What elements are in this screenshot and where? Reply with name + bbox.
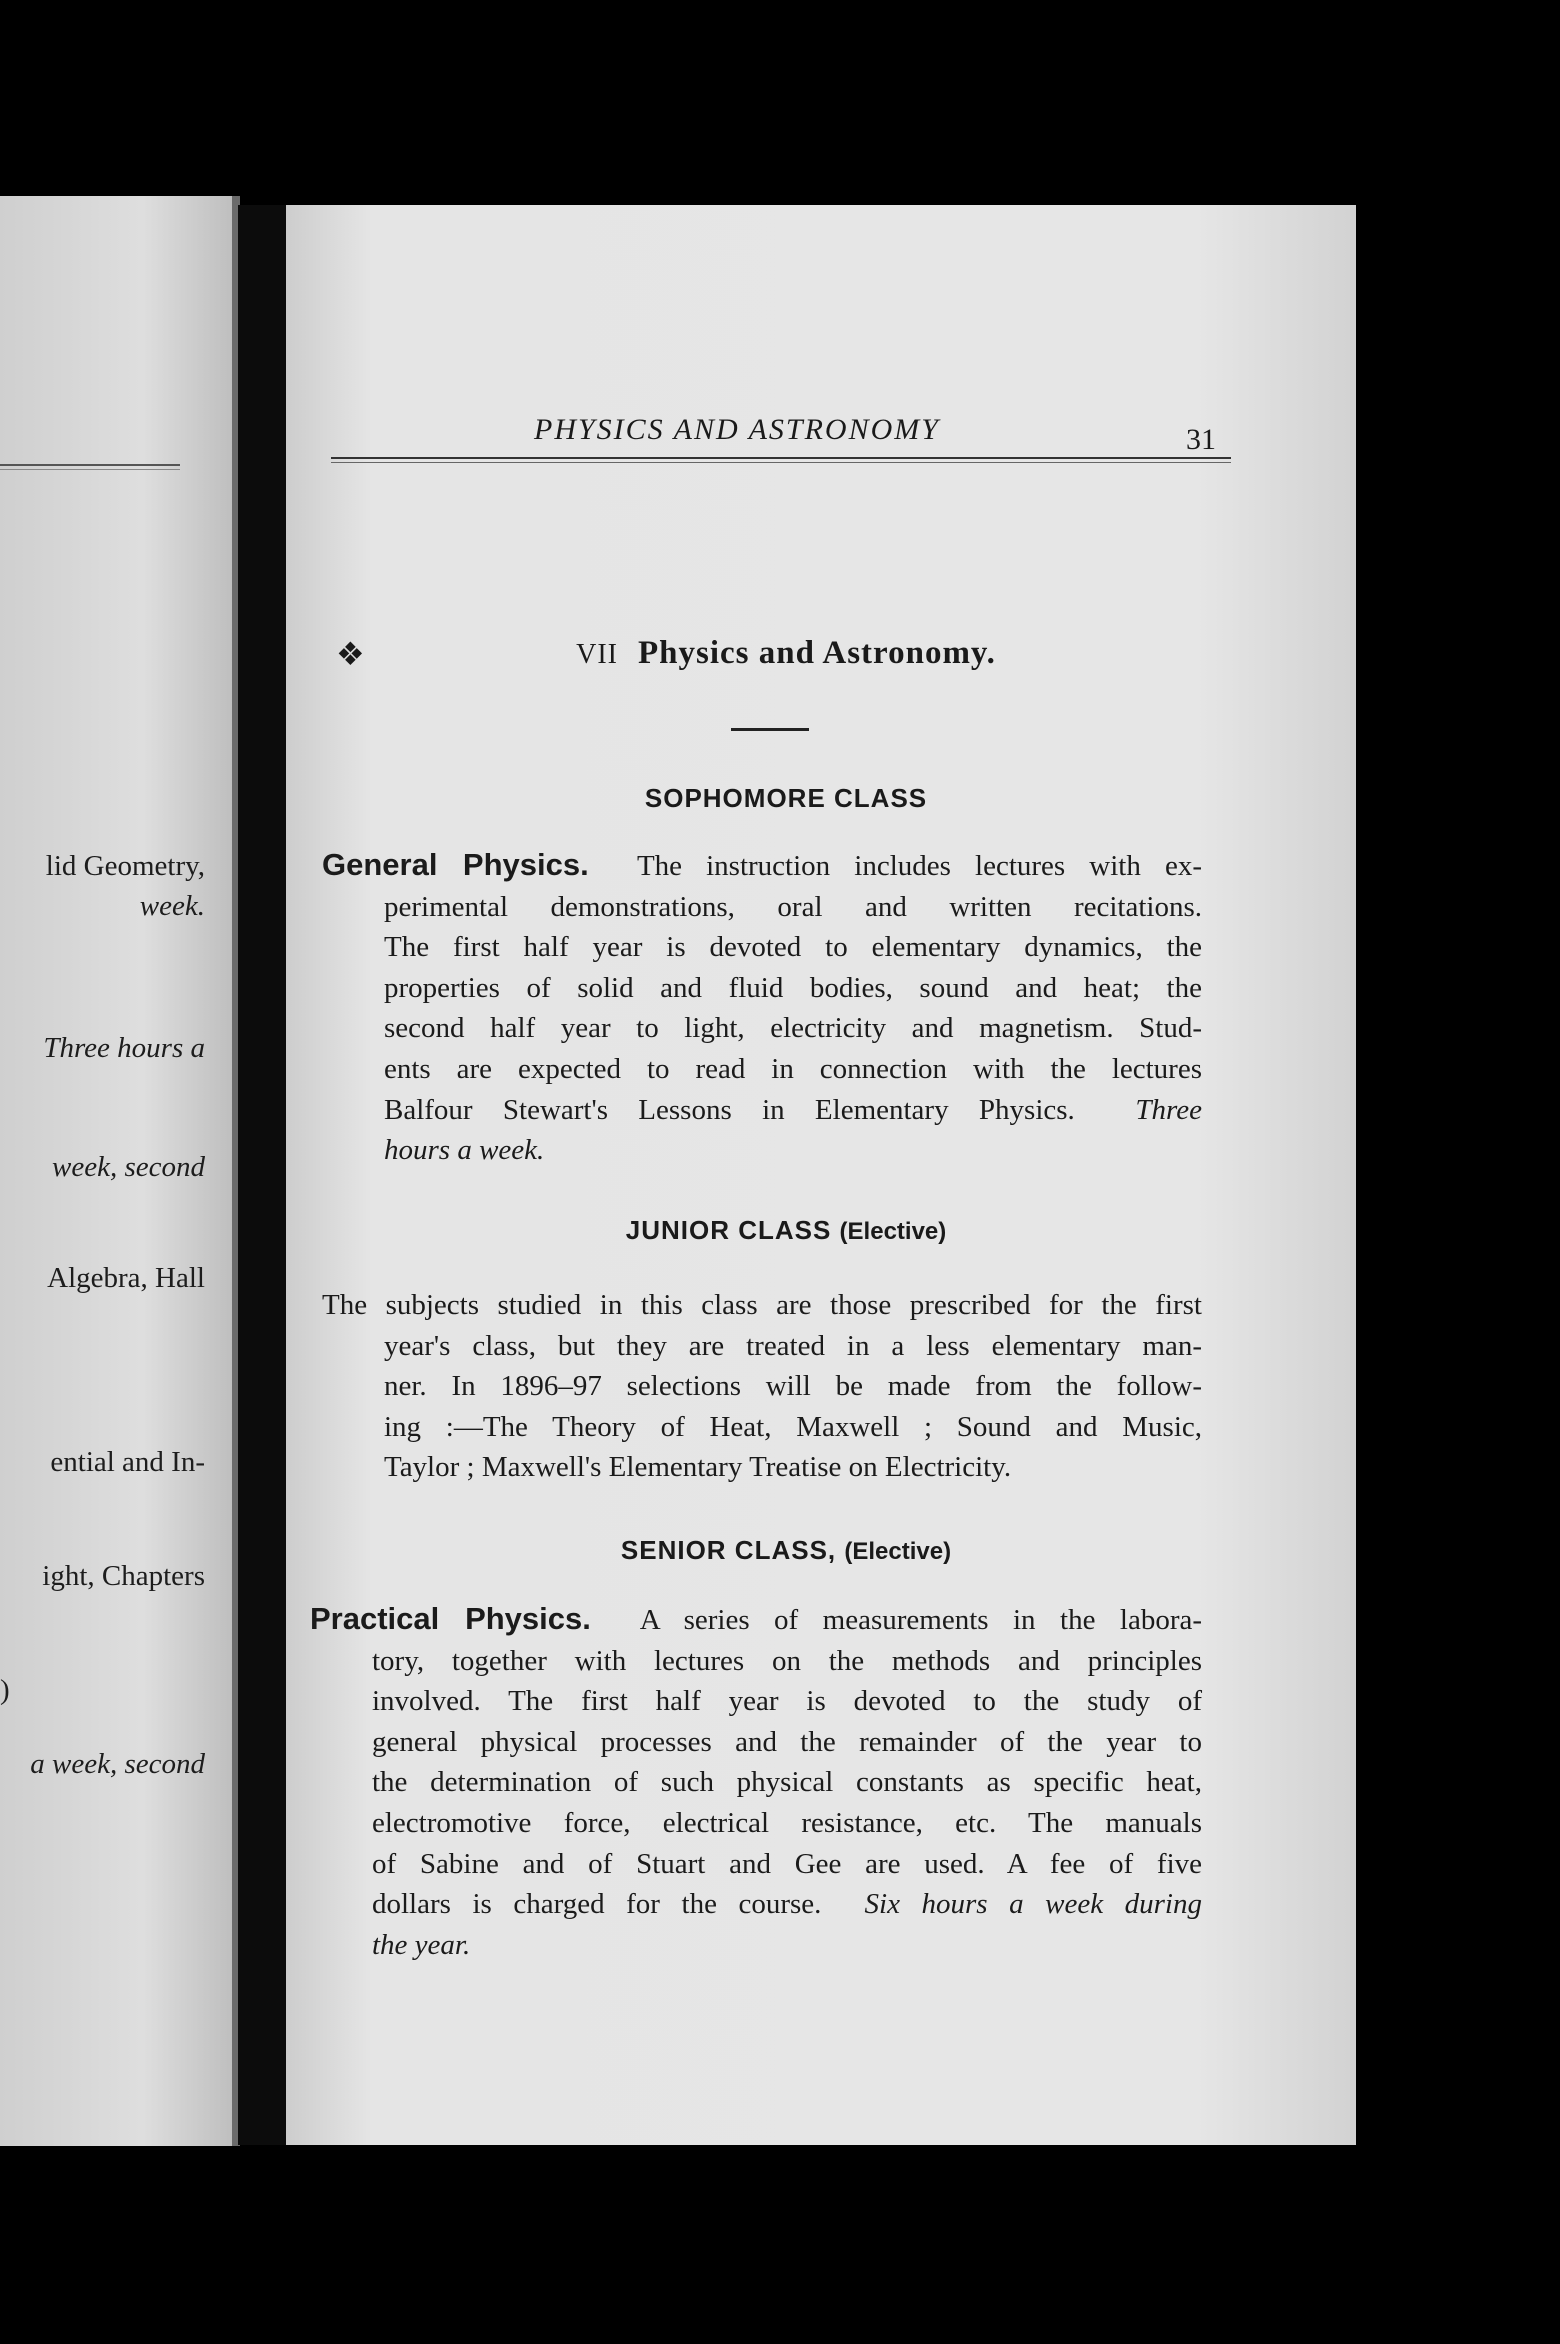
chapter-title <box>286 635 1286 672</box>
section-heading-text: SENIOR CLASS, <box>620 1535 837 1565</box>
text-line: year's class, but they are treated in a less elementary man- <box>384 1329 1202 1362</box>
paragraph-junior <box>322 1285 1202 1488</box>
left-page-fragment: ential and In- <box>50 1446 205 1478</box>
title-rule <box>731 728 809 731</box>
section-heading-senior <box>286 1535 1286 1566</box>
margin-mark: ❖ <box>336 636 365 672</box>
text-line: ing :—The Theory of Heat, Maxwell ; Sound and Music, <box>384 1410 1202 1443</box>
text-line: involved. The first half year is devoted to the study of <box>372 1685 1202 1718</box>
chapter-name: Physics and Astronomy. <box>637 635 996 671</box>
section-heading-junior <box>286 1215 1286 1246</box>
left-page-fragment: Three hours a <box>43 1032 205 1064</box>
section-heading-sophomore <box>286 783 1286 814</box>
paragraph-practical-physics <box>310 1599 1202 1965</box>
text-line: Taylor ; Maxwell's Elementary Treatise on Electricity. <box>384 1451 1012 1484</box>
course-title: General Physics. <box>322 847 589 882</box>
page-number: 31 <box>1186 423 1216 456</box>
page <box>286 205 1356 2145</box>
left-page-fragment: week, second <box>52 1151 205 1183</box>
text-line: ents are expected to read in connection with the lectures <box>384 1052 1202 1085</box>
left-page-fragment: a week, second <box>30 1748 205 1780</box>
hours-text: hours a week. <box>384 1134 545 1167</box>
running-head: PHYSICS AND ASTRONOMY <box>534 413 940 446</box>
text-line: electromotive force, electrical resistance, etc. The manuals <box>372 1806 1202 1839</box>
text-line: perimental demonstrations, oral and written recitations. <box>384 890 1202 923</box>
text-line: second half year to light, electricity and magnetism. Stud- <box>384 1012 1202 1045</box>
book-spine <box>238 205 286 2145</box>
hours-text: Six hours a week during <box>864 1888 1202 1921</box>
hours-text: Three <box>1135 1093 1202 1126</box>
text-line: Balfour Stewart's Lessons in Elementary Physics. <box>384 1093 1075 1126</box>
text-line: tory, together with lectures on the methods and principles <box>372 1644 1202 1677</box>
course-title: Practical Physics. <box>310 1601 591 1636</box>
text-line: The first half year is devoted to elementary dynamics, the <box>384 931 1202 964</box>
left-page <box>0 196 238 2146</box>
text-line: ner. In 1896–97 selections will be made from the follow- <box>384 1370 1202 1403</box>
text-line: the determination of such physical constants as specific heat, <box>372 1766 1202 1799</box>
left-page-fragment: Algebra, Hall <box>47 1262 205 1294</box>
hours-text: the year. <box>372 1928 471 1961</box>
left-page-fragment: week. <box>139 890 205 922</box>
text-line: general physical processes and the remainder of the year to <box>372 1725 1202 1758</box>
text-line: A series of measurements in the labora- <box>639 1604 1203 1636</box>
text-line: The subjects studied in this class are those prescribed for the first <box>322 1289 1202 1321</box>
left-page-rule <box>0 464 180 470</box>
left-page-fragment: lid Geometry, <box>45 850 205 882</box>
section-heading-text: JUNIOR CLASS <box>625 1215 832 1245</box>
text-line: dollars is charged for the course. <box>372 1888 822 1921</box>
header-rule <box>331 457 1231 463</box>
elective-note: (Elective) <box>839 1218 947 1245</box>
section-heading-text: SOPHOMORE CLASS <box>644 783 928 813</box>
text-line: properties of solid and fluid bodies, sound and heat; the <box>384 971 1202 1004</box>
left-page-fragment: ) <box>0 1674 10 1706</box>
elective-note: (Elective) <box>844 1538 952 1565</box>
paragraph-general-physics <box>322 845 1202 1171</box>
chapter-number: VII <box>576 639 618 670</box>
text-line: The instruction includes lectures with ex- <box>636 850 1202 882</box>
text-line: of Sabine and of Stuart and Gee are used. A fee of five <box>372 1847 1202 1880</box>
left-page-fragment: ight, Chapters <box>42 1560 205 1592</box>
